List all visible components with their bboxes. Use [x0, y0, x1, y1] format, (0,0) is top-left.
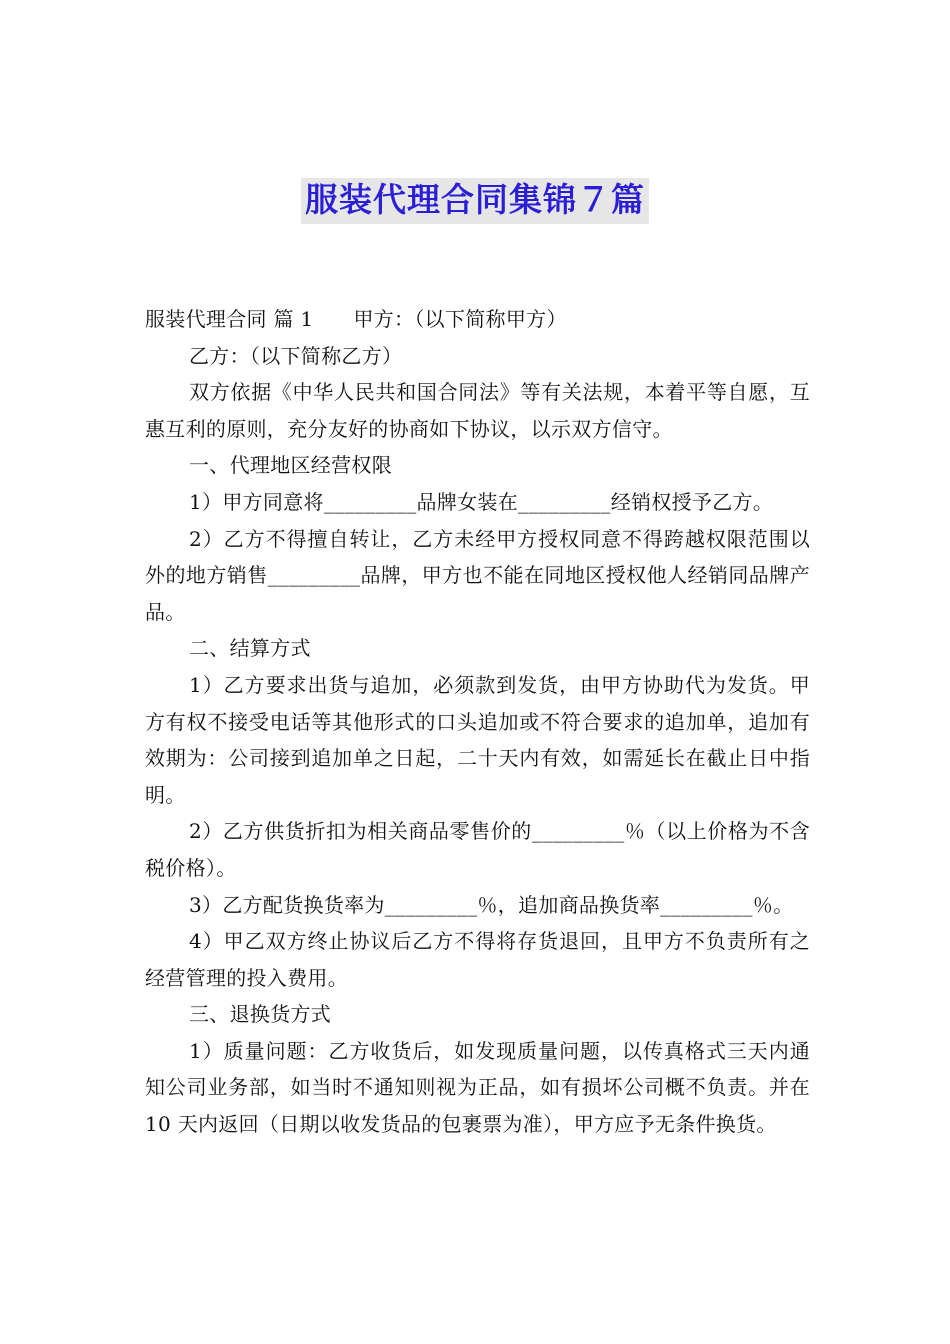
contract-heading: 服装代理合同 篇 1: [145, 307, 314, 331]
document-body: [145, 301, 810, 1143]
paragraph-3-1: 1）质量问题：乙方收货后，如发现质量问题，以传真格式三天内通知公司业务部，如当时不通知则视为正品，如有损坏公司概不负责。并在 10 天内返回（日期以收发货品的包裹票为准），甲方应予无条件换货。: [145, 1038, 810, 1137]
section-heading-1: 一、代理地区经营权限: [189, 453, 392, 478]
document-title: 服装代理合同集锦７篇: [301, 178, 649, 224]
paragraph-2-4: 4）甲乙双方终止协议后乙方不得将存货退回，且甲方不负责所有之经营管理的投入费用。: [145, 929, 810, 990]
paragraph-2-2: 2）乙方供货折扣为相关商品零售价的_________％（以上价格为不含税价格）。: [145, 819, 810, 880]
paragraph-1-1: 1）甲方同意将_________品牌女装在_________经销权授予乙方。: [189, 489, 774, 514]
paragraph-party-b: 乙方：（以下简称乙方）: [189, 343, 403, 368]
section-heading-3: 三、退换货方式: [189, 1002, 332, 1027]
party-a-line: 甲方：（以下简称甲方）: [353, 307, 567, 331]
paragraph-2-3: 3）乙方配货换货率为_________％，追加商品换货率_________％。: [189, 892, 794, 917]
paragraph-1-2: 2）乙方不得擅自转让，乙方未经甲方授权同意不得跨越权限范围以外的地方销售_________品牌，甲方也不能在同地区授权他人经销同品牌产品。: [145, 526, 810, 624]
section-heading-2: 二、结算方式: [189, 636, 311, 661]
first-line: [145, 301, 810, 338]
paragraph-2-1: 1）乙方要求出货与追加，必须款到发货，由甲方协助代为发货。甲方有权不接受电话等其他形式的口头追加或不符合要求的追加单，追加有效期为：公司接到追加单之日起，二十天内有效，如需延长在截止日中指明。: [145, 672, 810, 807]
title-container: [0, 178, 950, 224]
paragraph-preamble: 双方依据《中华人民共和国合同法》等有关法规，本着平等自愿，互惠互利的原则，充分友好的协商如下协议，以示双方信守。: [145, 380, 810, 441]
